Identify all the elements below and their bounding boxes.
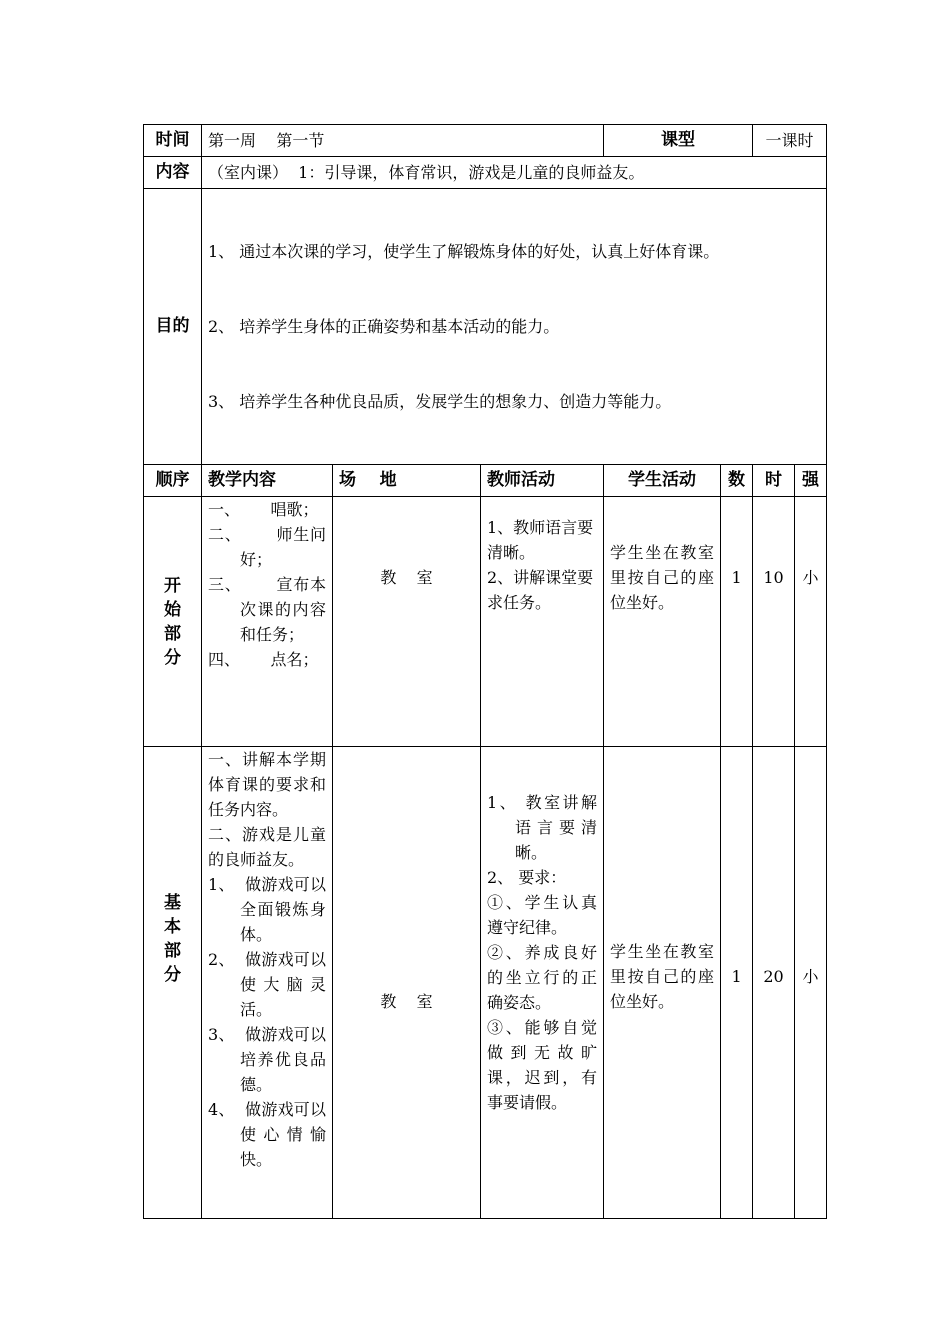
part-char: 分 bbox=[164, 965, 181, 985]
content-value: （室内课） 1：引导课，体育常识，游戏是儿童的良师益友。 bbox=[202, 157, 827, 189]
time-label: 时间 bbox=[144, 125, 202, 157]
content-item: 二、 师生问好； bbox=[208, 525, 326, 569]
count-basic: 1 bbox=[721, 747, 753, 1219]
content-cell-start bbox=[202, 497, 333, 747]
teacher-item: 1、 教室讲解语言要清晰。 bbox=[487, 793, 598, 862]
type-value: 一课时 bbox=[753, 125, 827, 157]
goal-item: 1、 通过本次课的学习，使学生了解锻炼身体的好处，认真上好体育课。 bbox=[208, 242, 720, 261]
time-start: 10 bbox=[753, 497, 795, 747]
time-row bbox=[144, 125, 827, 157]
time-basic: 20 bbox=[753, 747, 795, 1219]
col-order: 顺序 bbox=[144, 465, 202, 497]
teacher-cell-start bbox=[481, 497, 604, 747]
teacher-item: 1、教师语言要清晰。 bbox=[487, 518, 594, 562]
part-char: 分 bbox=[164, 647, 181, 668]
goal-item: 2、 培养学生身体的正确姿势和基本活动的能力。 bbox=[208, 317, 560, 336]
goal-item: 3、 培养学生各种优良品质，发展学生的想象力、创造力等能力。 bbox=[208, 392, 672, 411]
content-label: 内容 bbox=[144, 157, 202, 189]
part-char: 始 bbox=[164, 599, 181, 620]
teacher-sub-item: ②、养成良好的坐立行的正确姿态。 bbox=[487, 943, 598, 1012]
teacher-item: 2、讲解课堂要求任务。 bbox=[487, 568, 594, 612]
content-item: 1、 做游戏可以全面锻炼身体。 bbox=[208, 875, 326, 944]
part-char: 开 bbox=[164, 575, 181, 596]
part-char: 部 bbox=[164, 623, 181, 644]
intensity-start: 小 bbox=[795, 497, 827, 747]
table-row bbox=[144, 497, 827, 747]
goal-label: 目的 bbox=[144, 189, 202, 465]
col-time: 时 bbox=[753, 465, 795, 497]
part-label-basic bbox=[144, 747, 202, 1219]
column-header-row bbox=[144, 465, 827, 497]
lesson-plan-sheet bbox=[143, 124, 826, 1219]
part-char: 基 bbox=[164, 893, 181, 913]
col-teacher: 教师活动 bbox=[481, 465, 604, 497]
time-value: 第一周 第一节 bbox=[202, 125, 604, 157]
intensity-basic: 小 bbox=[795, 747, 827, 1219]
teacher-item: 2、 要求： bbox=[487, 868, 567, 887]
venue-start: 教 室 bbox=[333, 497, 481, 747]
goal-row bbox=[144, 189, 827, 465]
content-item: 3、 做游戏可以培养优良品德。 bbox=[208, 1025, 326, 1094]
content-intro: 二、游戏是儿童的良师益友。 bbox=[208, 825, 326, 869]
teacher-sub-item: ①、学生认真遵守纪律。 bbox=[487, 893, 598, 937]
col-count: 数 bbox=[721, 465, 753, 497]
content-intro: 一、讲解本学期体育课的要求和任务内容。 bbox=[208, 750, 326, 819]
part-label-start bbox=[144, 497, 202, 747]
count-start: 1 bbox=[721, 497, 753, 747]
type-label: 课型 bbox=[604, 125, 753, 157]
content-cell-basic bbox=[202, 747, 333, 1219]
content-item: 三、 宣布本次课的内容和任务； bbox=[208, 575, 326, 644]
teacher-cell-basic bbox=[481, 747, 604, 1219]
student-basic: 学生坐在教室里按自己的座位坐好。 bbox=[604, 747, 721, 1219]
content-row bbox=[144, 157, 827, 189]
table-row bbox=[144, 747, 827, 1219]
content-item: 4、 做游戏可以使心情愉快。 bbox=[208, 1100, 326, 1169]
goal-list bbox=[202, 189, 827, 465]
part-char: 部 bbox=[164, 941, 181, 961]
teacher-sub-item: ③、能够自觉做到无故旷课，迟到，有事要请假。 bbox=[487, 1018, 598, 1112]
col-student: 学生活动 bbox=[604, 465, 721, 497]
col-content: 教学内容 bbox=[202, 465, 333, 497]
col-venue: 场 地 bbox=[333, 465, 481, 497]
content-item: 四、 点名； bbox=[208, 650, 319, 669]
part-char: 本 bbox=[164, 917, 181, 937]
lesson-plan-table bbox=[143, 124, 827, 1219]
col-intensity: 强 bbox=[795, 465, 827, 497]
venue-basic: 教 室 bbox=[333, 747, 481, 1219]
content-item: 一、 唱歌； bbox=[208, 500, 319, 519]
student-start: 学生坐在教室里按自己的座位坐好。 bbox=[604, 497, 721, 747]
content-item: 2、 做游戏可以使大脑灵活。 bbox=[208, 950, 326, 1019]
